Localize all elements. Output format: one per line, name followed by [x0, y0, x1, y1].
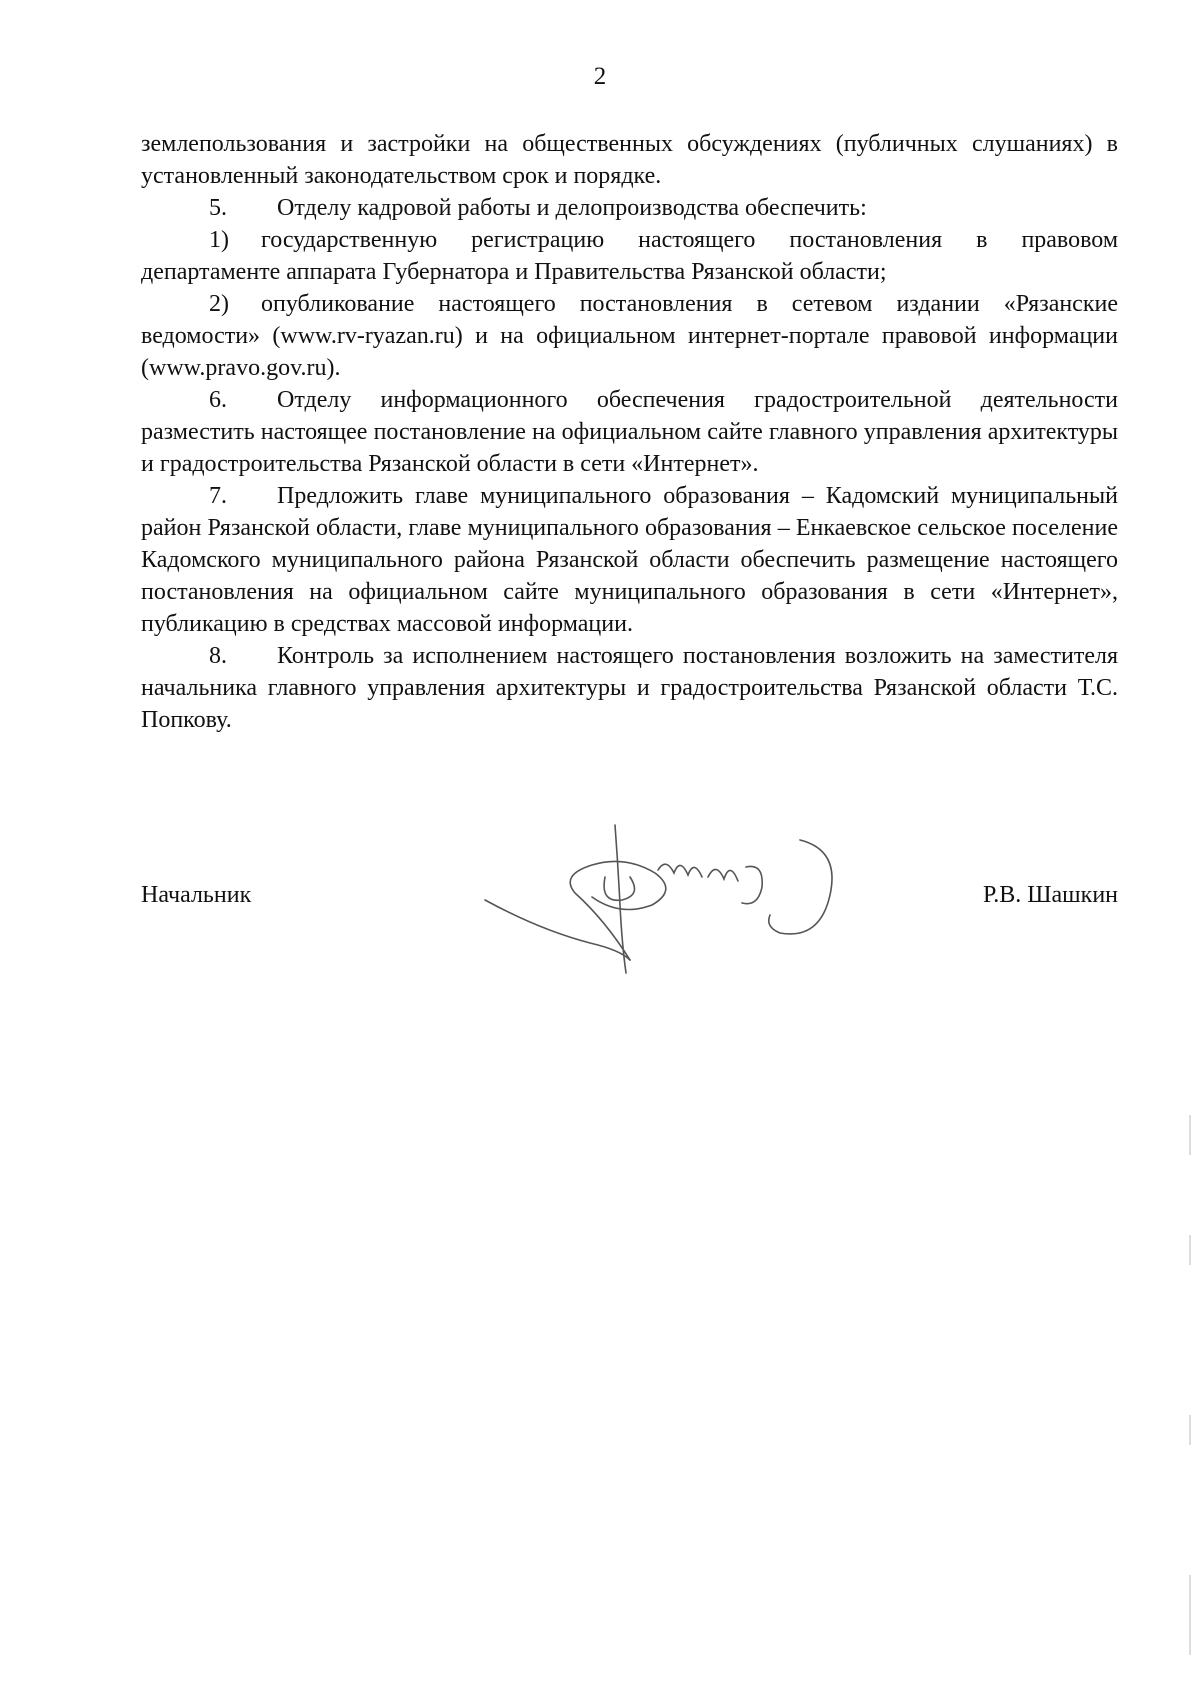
signatory-title: Начальник: [141, 882, 252, 908]
document-body: [141, 128, 1118, 736]
item-number: 7.: [209, 483, 227, 509]
item-number: 5.: [209, 195, 227, 221]
item-5: [141, 192, 1118, 224]
item-7: [141, 480, 1118, 640]
item-text: Отделу кадровой работы и делопроизводства обеспечить:: [277, 195, 867, 221]
subitem-text: опубликование настоящего постановления в сетевом издании «Рязанские ведомости» (www.rv-ryazan.ru) и на официальном интернет-портале правовой информации (www.pravo.gov.ru).: [141, 291, 1118, 381]
subitem-number: 1): [209, 227, 229, 253]
item-number: 8.: [209, 643, 227, 669]
continuation-paragraph: землепользования и застройки на общественных обсуждениях (публичных слушаниях) в установленный законодательством срок и порядке.: [141, 131, 1118, 189]
subitem-1: [141, 224, 1118, 288]
subitem-2: [141, 288, 1118, 384]
item-text: Отделу информационного обеспечения градостроительной деятельности разместить настоящее постановление на официальном сайте главного управления архитектуры и градостроительства Рязанской области в сети «Интернет».: [141, 387, 1118, 477]
signatory-name: Р.В. Шашкин: [982, 882, 1118, 908]
subitem-text: государственную регистрацию настоящего постановления в правовом департаменте аппарата Губернатора и Правительства Рязанской области;: [141, 227, 1118, 285]
scan-edge-marks: [1185, 1115, 1195, 1675]
page-number: 2: [593, 63, 607, 90]
item-6: [141, 384, 1118, 480]
signature-block: [141, 878, 1118, 912]
item-text: Предложить главе муниципального образования – Кадомский муниципальный район Рязанской области, главе муниципального образования – Енкаевское сельское поселение Кадомского муниципального района Рязанской области обеспечить размещение настоящего постановления на официальном сайте муниципального образования в сети «Интернет», публикацию в средствах массовой информации.: [141, 483, 1118, 637]
item-number: 6.: [209, 387, 227, 413]
item-text: Контроль за исполнением настоящего постановления возложить на заместителя начальника главного управления архитектуры и градостроительства Рязанской области Т.С. Попкову.: [141, 643, 1118, 733]
item-8: [141, 640, 1118, 736]
subitem-number: 2): [209, 291, 229, 317]
